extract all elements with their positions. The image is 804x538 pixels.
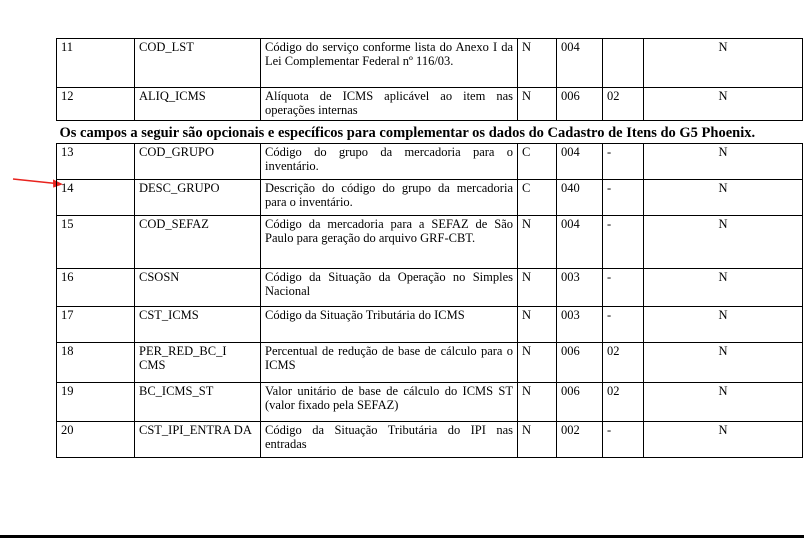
field-required: N — [644, 180, 803, 216]
field-name: COD_LST — [135, 39, 261, 88]
field-name: CST_ICMS — [135, 307, 261, 343]
field-type: N — [518, 216, 557, 269]
field-required: N — [644, 88, 803, 121]
row-number: 12 — [57, 88, 135, 121]
field-decimals: 02 — [603, 88, 644, 121]
row-number: 14 — [57, 180, 135, 216]
field-name: CSOSN — [135, 269, 261, 307]
field-decimals: 02 — [603, 343, 644, 383]
field-required: N — [644, 383, 803, 422]
section-note: Os campos a seguir são opcionais e específicos para complementar os dados do Cadastro de Itens do G5 Phoenix. — [59, 125, 756, 141]
field-name: CST_IPI_ENTRA DA — [135, 422, 261, 458]
field-required: N — [644, 216, 803, 269]
table-row — [57, 216, 803, 269]
table-row — [57, 269, 803, 307]
row-number: 19 — [57, 383, 135, 422]
field-size: 006 — [557, 88, 603, 121]
field-description: Código do serviço conforme lista do Anexo I da Lei Complementar Federal nº 116/03. — [261, 39, 518, 88]
field-description: Código da Situação Tributária do IPI nas entradas — [261, 422, 518, 458]
field-name: PER_RED_BC_I CMS — [135, 343, 261, 383]
field-size: 006 — [557, 383, 603, 422]
table-row — [57, 180, 803, 216]
row-number: 18 — [57, 343, 135, 383]
table-row — [57, 39, 803, 88]
field-size: 006 — [557, 343, 603, 383]
field-description: Descrição do código do grupo da mercadoria para o inventário. — [261, 180, 518, 216]
field-type: N — [518, 39, 557, 88]
field-decimals: - — [603, 180, 644, 216]
field-type: N — [518, 422, 557, 458]
field-name: BC_ICMS_ST — [135, 383, 261, 422]
row-number: 16 — [57, 269, 135, 307]
field-required: N — [644, 144, 803, 180]
field-type: C — [518, 180, 557, 216]
field-description: Código da Situação Tributária do ICMS — [261, 307, 518, 343]
field-description: Alíquota de ICMS aplicável ao item nas operações internas — [261, 88, 518, 121]
row-number: 15 — [57, 216, 135, 269]
field-decimals: - — [603, 269, 644, 307]
field-decimals — [603, 39, 644, 88]
field-type: N — [518, 269, 557, 307]
table-body-before — [57, 39, 803, 121]
field-description: Código da mercadoria para a SEFAZ de São Paulo para geração do arquivo GRF-CBT. — [261, 216, 518, 269]
field-size: 002 — [557, 422, 603, 458]
field-type: N — [518, 307, 557, 343]
table-row — [57, 88, 803, 121]
section-note-row — [57, 121, 803, 144]
field-size: 040 — [557, 180, 603, 216]
field-description: Código do grupo da mercadoria para o inventário. — [261, 144, 518, 180]
field-required: N — [644, 39, 803, 88]
field-name: COD_GRUPO — [135, 144, 261, 180]
section-note-body — [57, 121, 803, 144]
field-required: N — [644, 422, 803, 458]
field-description: Percentual de redução de base de cálculo para o ICMS — [261, 343, 518, 383]
field-type: C — [518, 144, 557, 180]
row-number: 17 — [57, 307, 135, 343]
field-size: 004 — [557, 216, 603, 269]
field-decimals: - — [603, 216, 644, 269]
table-row — [57, 144, 803, 180]
table-body-after — [57, 144, 803, 458]
field-name: DESC_GRUPO — [135, 180, 261, 216]
field-required: N — [644, 307, 803, 343]
field-size: 003 — [557, 307, 603, 343]
field-type: N — [518, 343, 557, 383]
field-decimals: - — [603, 144, 644, 180]
field-size: 003 — [557, 269, 603, 307]
field-name: COD_SEFAZ — [135, 216, 261, 269]
field-type: N — [518, 383, 557, 422]
field-type: N — [518, 88, 557, 121]
field-name: ALIQ_ICMS — [135, 88, 261, 121]
field-description: Código da Situação da Operação no Simples Nacional — [261, 269, 518, 307]
field-decimals: - — [603, 307, 644, 343]
table-row — [57, 343, 803, 383]
field-decimals: - — [603, 422, 644, 458]
field-required: N — [644, 343, 803, 383]
field-decimals: 02 — [603, 383, 644, 422]
field-size: 004 — [557, 39, 603, 88]
row-number: 20 — [57, 422, 135, 458]
table-row — [57, 307, 803, 343]
table-row — [57, 383, 803, 422]
field-description: Valor unitário de base de cálculo do ICMS ST (valor fixado pela SEFAZ) — [261, 383, 518, 422]
field-required: N — [644, 269, 803, 307]
table-row — [57, 422, 803, 458]
row-number: 13 — [57, 144, 135, 180]
field-size: 004 — [557, 144, 603, 180]
field-spec-table — [56, 38, 803, 458]
row-number: 11 — [57, 39, 135, 88]
